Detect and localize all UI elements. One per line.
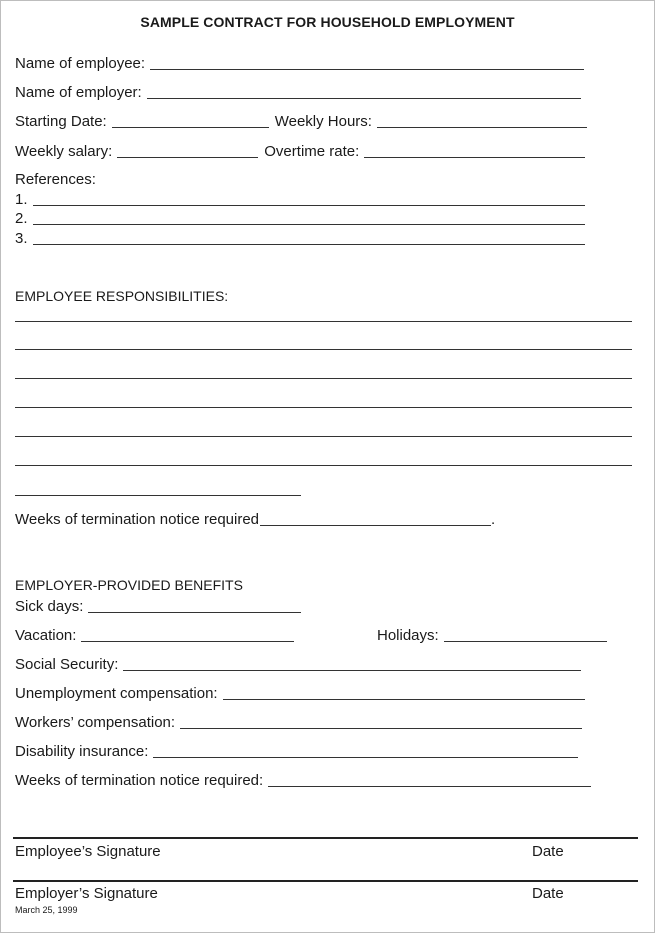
responsibilities-line-7[interactable]	[15, 495, 301, 496]
reference-1-label: 1.	[15, 191, 28, 208]
termination-notice-field[interactable]	[260, 508, 491, 526]
responsibilities-heading: EMPLOYEE RESPONSIBILITIES:	[15, 288, 229, 304]
reference-2-label: 2.	[15, 210, 28, 227]
benefits-termination-field[interactable]	[268, 769, 591, 787]
disability-label: Disability insurance:	[15, 743, 149, 760]
benefits-termination-label: Weeks of termination notice required:	[15, 772, 264, 789]
responsibilities-line-1[interactable]	[15, 321, 632, 322]
holidays-row	[377, 623, 607, 645]
social-security-field[interactable]	[123, 653, 581, 671]
sick-days-field[interactable]	[88, 595, 301, 613]
weekly-salary-row	[15, 139, 585, 161]
employer-name-field[interactable]	[147, 81, 581, 99]
benefits-heading: EMPLOYER-PROVIDED BENEFITS	[15, 577, 243, 593]
weekly-salary-field[interactable]	[117, 140, 258, 158]
starting-date-label: Starting Date:	[15, 113, 107, 130]
unemployment-label: Unemployment compensation:	[15, 685, 218, 702]
references-row	[15, 167, 96, 189]
holidays-label: Holidays:	[377, 627, 439, 644]
termination-notice-period: .	[491, 511, 496, 528]
responsibilities-line-2[interactable]	[15, 349, 632, 350]
reference-3-label: 3.	[15, 230, 28, 247]
disability-row	[15, 739, 578, 761]
footer-date: March 25, 1999	[15, 905, 78, 915]
reference-1-field[interactable]	[33, 188, 585, 206]
vacation-field[interactable]	[81, 624, 294, 642]
employer-date-label: Date	[532, 885, 564, 902]
starting-date-field[interactable]	[112, 110, 269, 128]
reference-2-field[interactable]	[33, 207, 585, 225]
employer-signature-line[interactable]	[13, 880, 638, 882]
weekly-salary-label: Weekly salary:	[15, 143, 113, 160]
reference-3-field[interactable]	[33, 227, 585, 245]
weekly-hours-label: Weekly Hours:	[274, 113, 372, 130]
employee-name-label: Name of employee:	[15, 55, 146, 72]
employee-name-row	[15, 51, 584, 73]
overtime-rate-label: Overtime rate:	[264, 143, 360, 160]
benefits-termination-row	[15, 768, 591, 790]
workers-comp-label: Workers’ compensation:	[15, 714, 176, 731]
vacation-label: Vacation:	[15, 627, 77, 644]
workers-comp-row	[15, 710, 582, 732]
starting-date-row	[15, 109, 587, 131]
disability-field[interactable]	[153, 740, 578, 758]
responsibilities-line-4[interactable]	[15, 407, 632, 408]
weekly-hours-field[interactable]	[377, 110, 587, 128]
document-title: SAMPLE CONTRACT FOR HOUSEHOLD EMPLOYMENT	[140, 14, 515, 30]
reference-3-row	[15, 226, 585, 248]
employee-signature-line[interactable]	[13, 837, 638, 839]
unemployment-row	[15, 681, 585, 703]
responsibilities-line-6[interactable]	[15, 465, 632, 466]
references-label: References:	[15, 171, 96, 188]
termination-notice-label: Weeks of termination notice required	[15, 511, 260, 528]
sick-days-row	[15, 594, 301, 616]
sick-days-label: Sick days:	[15, 598, 84, 615]
employee-name-field[interactable]	[150, 52, 584, 70]
reference-2-row	[15, 206, 585, 228]
vacation-row	[15, 623, 294, 645]
responsibilities-line-3[interactable]	[15, 378, 632, 379]
social-security-row	[15, 652, 581, 674]
employer-name-label: Name of employer:	[15, 84, 142, 101]
employee-signature-label: Employee’s Signature	[15, 843, 161, 860]
employee-date-label: Date	[532, 843, 564, 860]
employer-signature-label: Employer’s Signature	[15, 885, 158, 902]
holidays-field[interactable]	[444, 624, 607, 642]
social-security-label: Social Security:	[15, 656, 119, 673]
termination-notice-row	[15, 507, 495, 529]
employer-name-row	[15, 80, 581, 102]
workers-comp-field[interactable]	[180, 711, 582, 729]
responsibilities-line-5[interactable]	[15, 436, 632, 437]
unemployment-field[interactable]	[223, 682, 585, 700]
overtime-rate-field[interactable]	[364, 140, 585, 158]
